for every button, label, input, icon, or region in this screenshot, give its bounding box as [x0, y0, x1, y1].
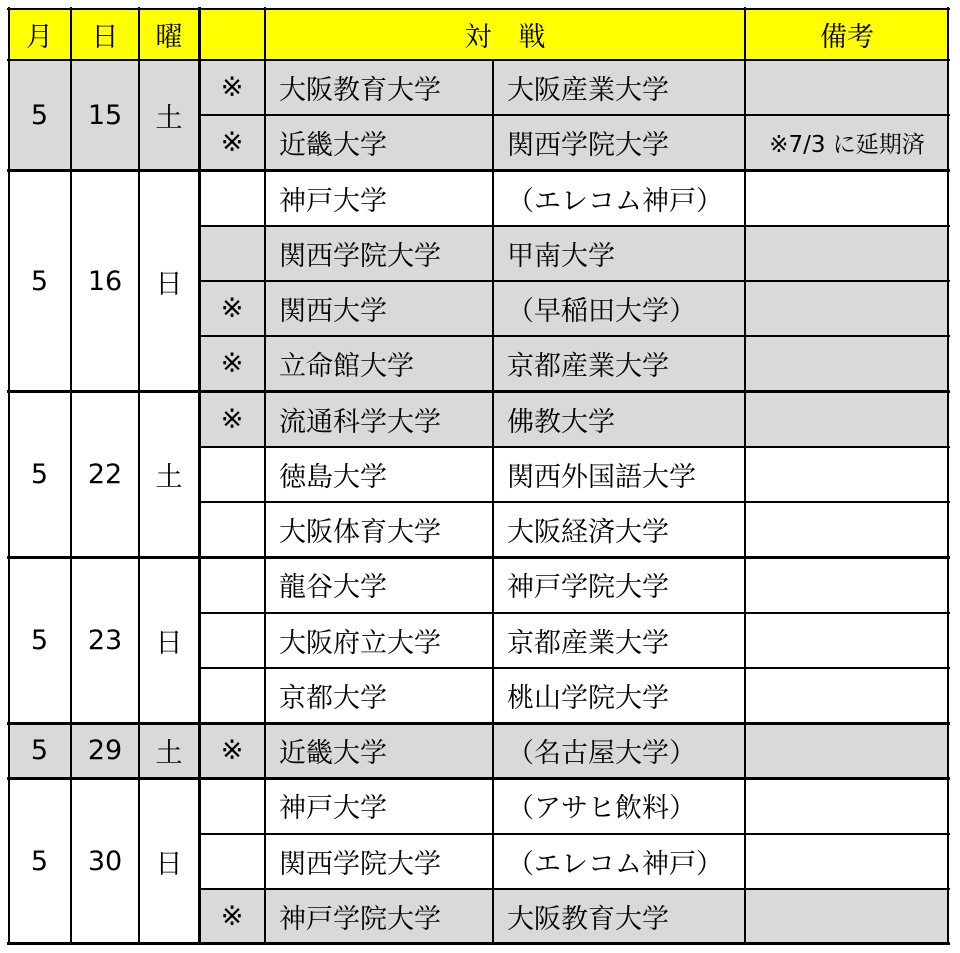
month-cell: 5	[8, 557, 71, 723]
mark-cell	[199, 502, 265, 557]
weekday-cell: 日	[139, 171, 199, 392]
team2-cell: （名古屋大学）	[493, 723, 745, 778]
header-weekday: 曜	[139, 8, 199, 60]
mark-cell: ※	[199, 281, 265, 336]
row-border	[198, 446, 950, 448]
mark-cell	[199, 778, 265, 833]
table-right-border	[947, 7, 949, 945]
weekday-cell: 土	[139, 60, 199, 171]
remark-cell	[745, 226, 949, 281]
mark-cell	[199, 447, 265, 502]
month-cell: 5	[8, 171, 71, 392]
team2-cell: 桃山学院大学	[493, 668, 745, 723]
table-top-border	[7, 8, 950, 10]
group-border	[7, 169, 950, 172]
table-bottom-border	[7, 942, 950, 945]
row-border	[198, 114, 950, 116]
team2-cell: （早稲田大学）	[493, 281, 745, 336]
row-border	[198, 335, 950, 337]
column-border	[70, 7, 72, 945]
mark-cell	[199, 668, 265, 723]
weekday-cell: 日	[139, 557, 199, 723]
row-border	[198, 612, 950, 614]
team2-cell: （エレコム神戸）	[493, 834, 745, 889]
column-border	[744, 7, 746, 945]
remark-cell	[745, 834, 949, 889]
remark-cell	[745, 668, 949, 723]
team1-cell: 近畿大学	[265, 723, 493, 778]
header-day: 日	[71, 8, 139, 60]
team2-cell: 大阪教育大学	[493, 889, 745, 944]
team2-cell: 佛教大学	[493, 392, 745, 447]
mark-cell: ※	[199, 115, 265, 170]
team1-cell: 大阪府立大学	[265, 613, 493, 668]
month-cell: 5	[8, 778, 71, 944]
group-border	[7, 722, 950, 725]
schedule-table	[8, 8, 949, 944]
remark-cell: ※7/3 に延期済	[745, 115, 949, 170]
team1-cell: 神戸学院大学	[265, 889, 493, 944]
remark-cell	[745, 392, 949, 447]
team1-cell: 関西大学	[265, 281, 493, 336]
team2-cell: 神戸学院大学	[493, 557, 745, 612]
team1-cell: 大阪体育大学	[265, 502, 493, 557]
header-month: 月	[8, 8, 71, 60]
team1-cell: 神戸大学	[265, 778, 493, 833]
mark-cell	[199, 613, 265, 668]
remark-cell	[745, 557, 949, 612]
month-cell: 5	[8, 60, 71, 171]
row-border	[198, 280, 950, 282]
header-remarks: 備考	[745, 8, 949, 60]
team2-cell: （アサヒ飲料）	[493, 778, 745, 833]
remark-cell	[745, 502, 949, 557]
row-border	[198, 888, 950, 890]
mark-cell: ※	[199, 336, 265, 391]
team1-cell: 立命館大学	[265, 336, 493, 391]
team1-cell: 近畿大学	[265, 115, 493, 170]
team1-cell: 神戸大学	[265, 171, 493, 226]
group-border	[7, 777, 950, 780]
mark-cell	[199, 226, 265, 281]
row-border	[198, 501, 950, 503]
team2-cell: 甲南大学	[493, 226, 745, 281]
day-cell: 22	[71, 392, 139, 558]
remark-cell	[745, 171, 949, 226]
row-border	[198, 833, 950, 835]
mark-cell	[199, 834, 265, 889]
remark-cell	[745, 889, 949, 944]
remark-cell	[745, 447, 949, 502]
weekday-cell: 土	[139, 392, 199, 558]
column-border	[264, 7, 266, 945]
team1-cell: 徳島大学	[265, 447, 493, 502]
remark-cell	[745, 613, 949, 668]
team2-cell: 関西学院大学	[493, 115, 745, 170]
remark-cell	[745, 336, 949, 391]
mark-cell	[199, 171, 265, 226]
team1-cell: 龍谷大学	[265, 557, 493, 612]
remark-cell	[745, 778, 949, 833]
mark-cell	[199, 557, 265, 612]
team2-cell: 大阪産業大学	[493, 60, 745, 115]
team2-cell: 関西外国語大学	[493, 447, 745, 502]
team2-cell: 京都産業大学	[493, 336, 745, 391]
team2-cell: 大阪経済大学	[493, 502, 745, 557]
group-border	[7, 390, 950, 393]
day-cell: 29	[71, 723, 139, 778]
mark-cell: ※	[199, 723, 265, 778]
remark-cell	[745, 723, 949, 778]
day-cell: 23	[71, 557, 139, 723]
remark-cell	[745, 281, 949, 336]
table-left-border	[8, 7, 10, 945]
remark-cell	[745, 60, 949, 115]
team1-cell: 流通科学大学	[265, 392, 493, 447]
group-border	[7, 556, 950, 559]
row-border	[198, 667, 950, 669]
day-cell: 15	[71, 60, 139, 171]
day-cell: 16	[71, 171, 139, 392]
weekday-cell: 日	[139, 778, 199, 944]
month-cell: 5	[8, 392, 71, 558]
header-match: 対 戦	[265, 8, 745, 60]
day-cell: 30	[71, 778, 139, 944]
team2-cell: （エレコム神戸）	[493, 171, 745, 226]
team2-cell: 京都産業大学	[493, 613, 745, 668]
mark-cell: ※	[199, 392, 265, 447]
team1-cell: 京都大学	[265, 668, 493, 723]
column-border	[138, 7, 140, 945]
row-border	[198, 225, 950, 227]
mark-cell: ※	[199, 889, 265, 944]
team1-cell: 大阪教育大学	[265, 60, 493, 115]
team1-cell: 関西学院大学	[265, 834, 493, 889]
column-border	[492, 59, 494, 945]
month-cell: 5	[8, 723, 71, 778]
mark-cell: ※	[199, 60, 265, 115]
column-border	[198, 7, 201, 945]
team1-cell: 関西学院大学	[265, 226, 493, 281]
header-mark	[199, 8, 265, 60]
weekday-cell: 土	[139, 723, 199, 778]
header-border	[7, 59, 950, 61]
